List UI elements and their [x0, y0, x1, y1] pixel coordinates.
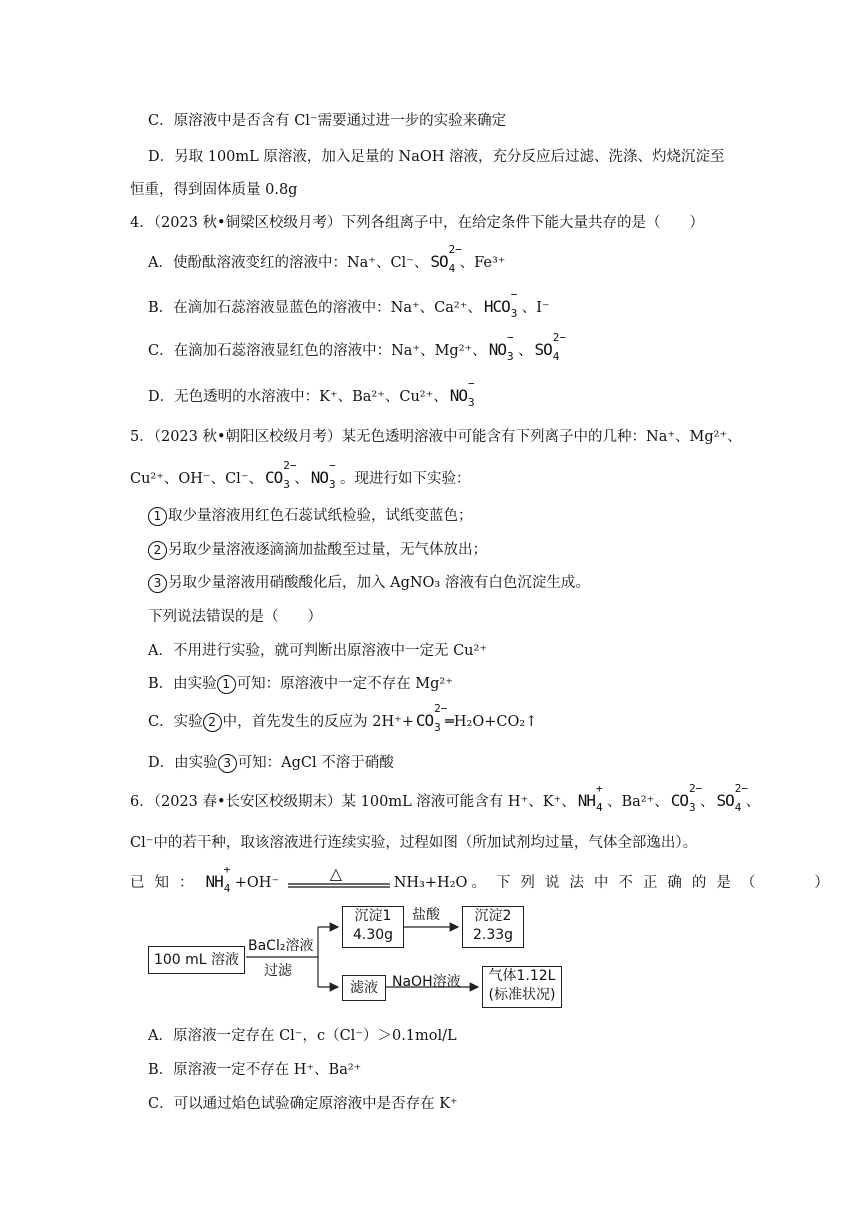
- q4-option-c-text: C．在滴加石蕊溶液显红色的溶液中：Na⁺、Mg²⁺、: [148, 343, 487, 359]
- q4-option-d-text: D．无色透明的水溶液中：K⁺、Ba²⁺、Cu²⁺、: [148, 389, 448, 405]
- q6-option-c: C．可以通过焰色试验确定原溶液中是否存在 K⁺: [148, 1096, 458, 1112]
- q4-option-a: [148, 243, 506, 275]
- option-text: 可知：原溶液中一定不存在 Mg²⁺: [236, 676, 453, 692]
- ion-base: NO: [310, 468, 329, 487]
- flow-reagent-naoh: NaOH溶液: [392, 974, 461, 990]
- q6-stem-line2: Cl⁻中的若干种，取该溶液进行连续实验，过程如图（所加试剂均过量，气体全部逸出）。: [130, 835, 698, 851]
- ion-charge: 2−: [448, 243, 462, 256]
- sulfate-ion: [716, 782, 749, 814]
- q6-stem-line1: 6．（2023 春•长安区校级期末）某 100mL 溶液可能含有 H⁺、K⁺、 NH + 4 、Ba²⁺、 CO 2− 3 、 SO 2− 4 、: [130, 782, 761, 814]
- q6-option-b: B．原溶液一定不存在 H⁺、Ba²⁺: [148, 1062, 362, 1078]
- ion-subscript: 4: [734, 801, 742, 814]
- q5-experiment-3: [148, 573, 590, 593]
- ion-subscript: 3: [283, 478, 290, 491]
- flow-start-box: 100 mL 溶液: [148, 946, 245, 974]
- experiment-text: 取少量溶液用红色石蕊试纸检验，试纸变蓝色；: [168, 508, 473, 524]
- circled-number-3: 3: [218, 754, 237, 773]
- option-text: 中，首先发生的反应为 2H⁺+: [222, 714, 414, 730]
- ion-base: HCO: [483, 297, 510, 316]
- flow-reagent-bacl2: BaCl₂溶液: [248, 938, 314, 954]
- circled-number-1: 1: [148, 507, 167, 526]
- ion-charge: +: [223, 863, 231, 876]
- ion-subscript: 4: [595, 801, 603, 814]
- q6-known-equation: [130, 863, 839, 895]
- equation-products: NH₃+H₂O: [393, 875, 468, 891]
- ion-subscript: 3: [506, 350, 514, 363]
- nitrate-ion: [449, 377, 477, 409]
- q4-stem: 4．（2023 秋•铜梁区校级月考）下列各组离子中，在给定条件下能大量共存的是（ ）: [130, 215, 705, 231]
- ion-subscript: 3: [468, 396, 475, 409]
- stem-text: 、Ba²⁺、: [606, 794, 669, 810]
- q5-experiment-1: [148, 506, 473, 526]
- gas-volume: 气体1.12L: [488, 968, 556, 984]
- ion-subscript: 3: [510, 307, 518, 320]
- ion-subscript: 3: [689, 801, 696, 814]
- ion-base: NH: [577, 791, 595, 810]
- q4-option-a-text: A．使酚酞溶液变红的溶液中：Na⁺、Cl⁻、: [148, 255, 429, 271]
- q4-option-b-text: B．在滴加石蕊溶液显蓝色的溶液中：Na⁺、Ca²⁺、: [148, 300, 482, 316]
- ion-base: SO: [430, 252, 448, 271]
- q5-stem-line2-tail: 。现进行如下实验：: [340, 471, 471, 487]
- ion-base: SO: [716, 791, 734, 810]
- ion-base: SO: [534, 340, 552, 359]
- q5-option-a: A．不用进行实验，就可判断出原溶液中一定无 Cu²⁺: [148, 643, 487, 659]
- option-text: C．实验: [148, 714, 203, 730]
- carbonate-ion: [264, 459, 297, 491]
- ion-charge: −: [506, 331, 514, 344]
- equation-tail: 。下列说法中不正确的是（ ）: [471, 875, 839, 891]
- flow-precipitate2-box: [462, 906, 524, 948]
- ammonium-ion: [205, 863, 233, 895]
- q3-option-c: C．原溶液中是否含有 Cl⁻需要通过进一步的实验来确定: [148, 113, 507, 129]
- option-text: 可知：AgCl 不溶于硝酸: [237, 755, 394, 771]
- ion-charge: 2−: [689, 782, 703, 795]
- ion-subscript: 4: [448, 262, 456, 275]
- ion-subscript: 3: [329, 478, 336, 491]
- ion-base: CO: [670, 791, 689, 810]
- flow-filtrate-box: 滤液: [342, 975, 386, 1001]
- ion-charge: 2−: [552, 331, 566, 344]
- known-label: 已知：: [130, 875, 204, 891]
- sulfate-ion: [430, 243, 462, 275]
- ion-base: CO: [264, 468, 283, 487]
- bicarbonate-ion: [483, 288, 520, 320]
- flow-gas-box: [482, 966, 562, 1008]
- ion-base: NO: [488, 340, 506, 359]
- precipitate1-name: 沉淀1: [354, 908, 392, 924]
- ion-base: NH: [205, 872, 223, 891]
- option-text: ═H₂O+CO₂↑: [445, 714, 538, 730]
- gas-condition: (标准状况): [488, 987, 556, 1003]
- circled-number-2: 2: [148, 541, 167, 560]
- equation-text: +OH⁻: [234, 875, 280, 891]
- q5-experiment-2: [148, 540, 487, 560]
- precipitate1-mass: 4.30g: [352, 927, 394, 943]
- carbonate-ion: [415, 702, 448, 734]
- q5-option-b: [148, 674, 453, 694]
- sulfate-ion: [534, 331, 566, 363]
- circled-number-1: 1: [217, 675, 236, 694]
- q3-option-d-line2: 恒重，得到固体质量 0.8g: [130, 182, 298, 198]
- q4-option-d: [148, 377, 479, 409]
- experiment-text: 另取少量溶液逐滴滴加盐酸至过量，无气体放出；: [168, 542, 487, 558]
- q4-option-c: C．在滴加石蕊溶液显红色的溶液中：Na⁺、Mg²⁺、 NO − 3 、 SO 2− 4: [148, 331, 566, 363]
- q4-option-b-tail: 、I⁻: [521, 300, 550, 316]
- q4-option-a-tail: 、Fe³⁺: [459, 255, 506, 271]
- flow-precipitate1-box: [342, 906, 404, 948]
- precipitate2-mass: 2.33g: [472, 927, 514, 943]
- q5-question: 下列说法错误的是（ ）: [148, 609, 322, 625]
- precipitate2-name: 沉淀2: [474, 908, 512, 924]
- ion-base: NO: [449, 386, 468, 405]
- circled-number-3: 3: [148, 574, 167, 593]
- ammonium-ion: [577, 782, 605, 814]
- ion-subscript: 4: [223, 882, 231, 895]
- q4-option-b: [148, 288, 550, 320]
- nitrate-ion: [488, 331, 516, 363]
- q5-option-c: [148, 702, 538, 734]
- nitrate-ion: [310, 459, 338, 491]
- experiment-text: 另取少量溶液用硝酸酸化后，加入 AgNO₃ 溶液有白色沉淀生成。: [168, 575, 590, 591]
- ion-charge: 2−: [434, 702, 448, 715]
- option-text: B．由实验: [148, 676, 217, 692]
- q5-stem-line2-text: Cu²⁺、OH⁻、Cl⁻、: [130, 471, 263, 487]
- heat-condition-arrow: [284, 864, 394, 893]
- q5-stem-line1: 5．（2023 秋•朝阳区校级月考）某无色透明溶液中可能含有下列离子中的几种：Na⁺、Mg²⁺、: [130, 429, 742, 445]
- q5-stem-line2: Cu²⁺、OH⁻、Cl⁻、 CO 2− 3 、 NO − 3 。现进行如下实验：: [130, 459, 471, 491]
- ion-subscript: 4: [552, 350, 560, 363]
- flow-reagent-hcl: 盐酸: [412, 907, 440, 923]
- q5-option-d: [148, 753, 394, 773]
- heat-triangle-icon: △: [329, 864, 343, 883]
- ion-charge: 2−: [283, 459, 297, 472]
- ion-charge: −: [468, 377, 475, 390]
- stem-text: 6．（2023 春•长安区校级期末）某 100mL 溶液可能含有 H⁺、K⁺、: [130, 794, 576, 810]
- ion-charge: −: [329, 459, 336, 472]
- circled-number-2: 2: [203, 713, 222, 732]
- ion-subscript: 3: [434, 721, 441, 734]
- ion-charge: −: [510, 288, 518, 301]
- flow-operation-filter: 过滤: [264, 963, 292, 979]
- ion-charge: 2−: [734, 782, 749, 795]
- q6-option-a: A．原溶液一定存在 Cl⁻，c（Cl⁻）＞0.1mol/L: [148, 1028, 457, 1044]
- carbonate-ion: [670, 782, 703, 814]
- ion-charge: +: [595, 782, 603, 795]
- q3-option-d-line1: D．另取 100mL 原溶液，加入足量的 NaOH 溶液，充分反应后过滤、洗涤、灼烧沉淀至: [148, 149, 725, 165]
- ion-base: CO: [415, 711, 434, 730]
- option-text: D．由实验: [148, 755, 218, 771]
